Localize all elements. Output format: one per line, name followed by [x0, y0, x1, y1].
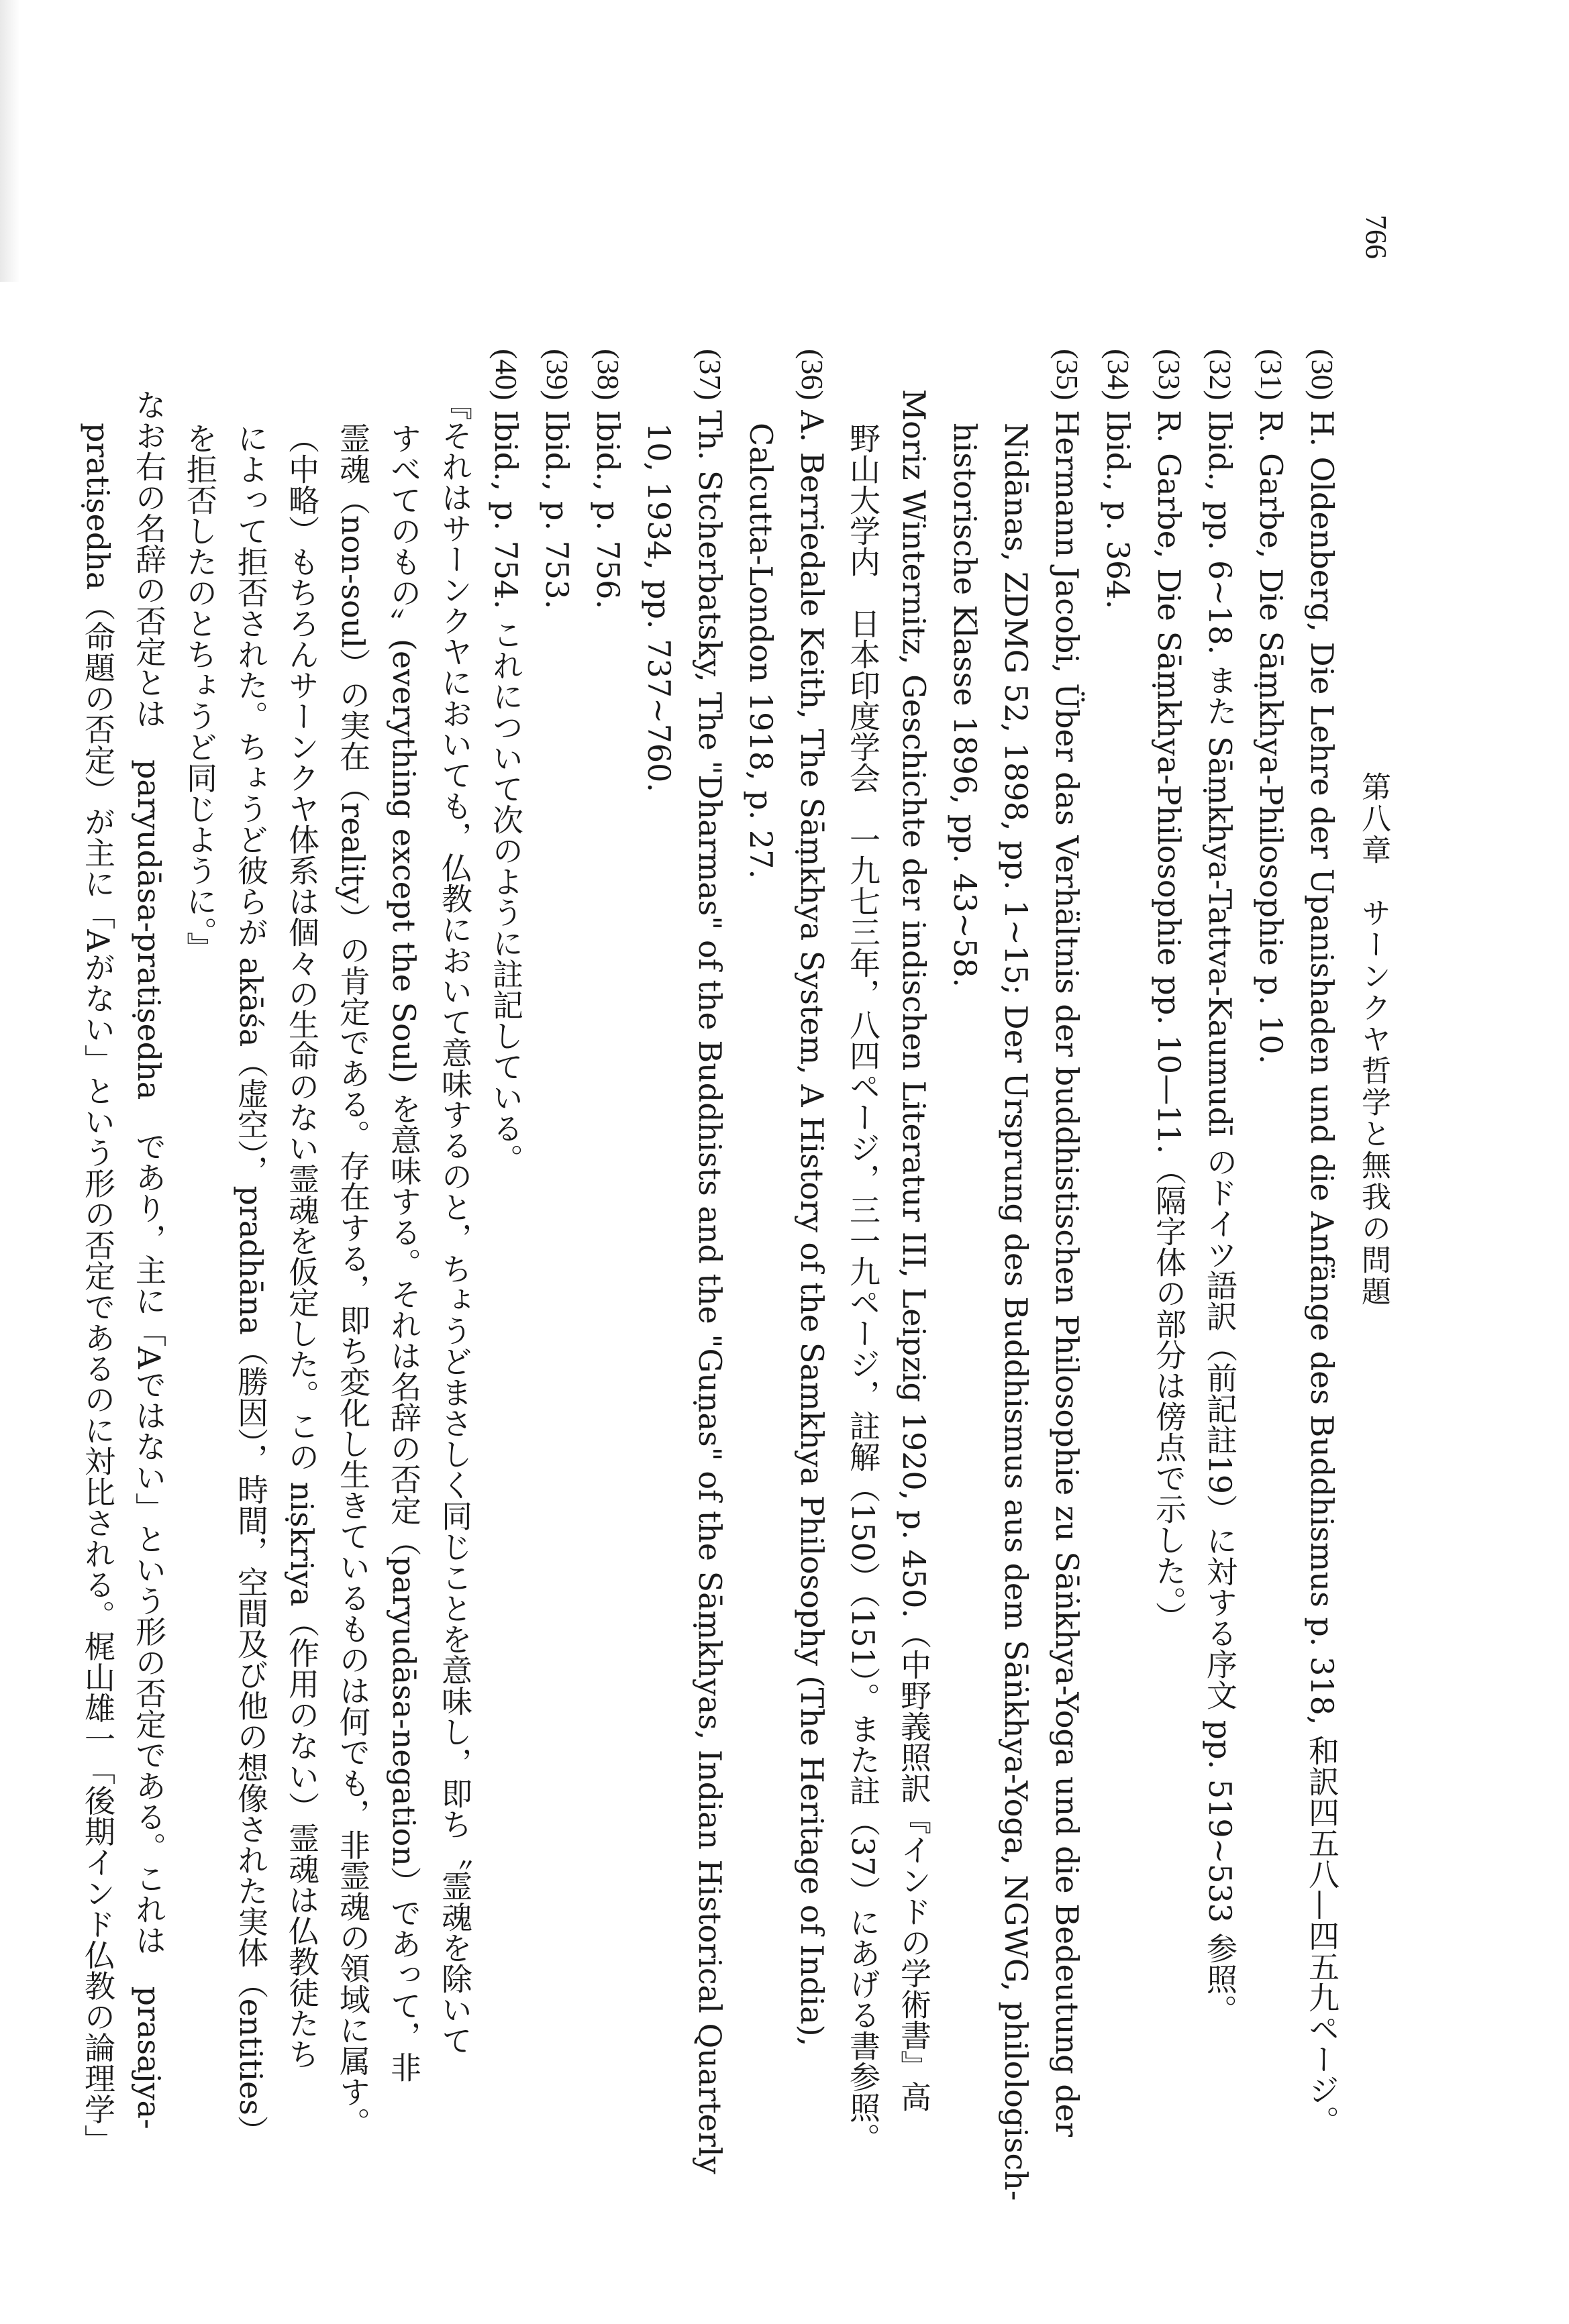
note-36-cont: Calcutta-London 1918, p. 27. [743, 423, 779, 880]
page-number: 766 [1360, 215, 1393, 259]
note-40-quote-3: 霊魂（non-soul）の実在（reality）の肯定である。存在する，即ち変化し生きているものは何でも，非霊魂の領域に属す。 [335, 423, 371, 2138]
note-34: (34) Ibid., p. 364. [1100, 349, 1136, 610]
note-36: (36) A. Berriedale Keith, The Sāṃkhya System, A History of the Samkhya Philosophy (The Heritage of India), [794, 349, 830, 2047]
chapter-title: 第八章 サーンクヤ哲学と無我の問題 [1356, 772, 1390, 1308]
note-40-quote-6: を拒否したのとちょうど同じように。』 [182, 423, 218, 963]
note-40-remark-1: なお右の名辞の否定とは paryudāsa-pratiṣedha であり，主に「Aではない」という形の否定である。これは prasajya- [131, 389, 167, 2129]
note-39: (39) Ibid., p. 753. [539, 349, 575, 610]
note-35-cont-3: Moriz Winternitz, Geschichte der indischen Literatur III, Leipzig 1920, p. 450.（中野義照訳『インドの学術書』高 [896, 389, 932, 2113]
note-37-cont: 10, 1934, pp. 737~760. [641, 423, 677, 792]
note-35: (35) Hermann Jacobi, Über das Verhältnis der buddhistischen Philosophie zu Sāṅkhya-Yoga und die Bedeutung der [1049, 349, 1085, 2137]
footnotes-body [72, 349, 1348, 2201]
note-35-cont-1: Nidānas, ZDMG 52, 1898, pp. 1~15; Der Ursprung des Buddhismus aus dem Sāṅkhya-Yoga, NGWG, philologisch- [998, 423, 1034, 2201]
note-30: (30) H. Oldenberg, Die Lehre der Upanishaden und die Anfänge des Buddhismus p. 318, 和訳四五八—四五九ページ。 [1304, 349, 1340, 2137]
note-40-remark-2: pratiṣedha（命題の否定）が主に「Aがない」という形の否定であるのに対比される。梶山雄一「後期インド仏教の論理学」 [80, 423, 116, 2156]
note-40-quote-4: （中略）もちろんサーンクヤ体系は個々の生命のない霊魂を仮定した。この niṣkriya（作用のない）霊魂は仏教徒たち [284, 423, 320, 2070]
note-40-quote-5: によって拒否された。ちょうど彼らが akāśa（虚空），pradhāna（勝因），時間，空間及び他の想像された実体（entities） [233, 423, 269, 2146]
note-38: (38) Ibid., p. 756. [590, 349, 626, 610]
note-32: (32) Ibid., pp. 6~18. また Sāṃkhya-Tattva-Kaumudī のドイツ語訳（前記註19）に対する序文 pp. 519~533 参照。 [1202, 349, 1238, 2025]
scan-edge-shadow [0, 0, 20, 282]
note-35-cont-2: historische Klasse 1896, pp. 43~58. [947, 423, 983, 988]
note-40: (40) Ibid., p. 754. これについて次のように註記している。 [488, 349, 524, 1175]
note-40-quote-2: すべてのもの〟(everything except the Soul) を意味する。それは名辞の否定（paryudāsa-negation）であって，非 [386, 423, 422, 2082]
note-40-quote-1: 『それはサーンクヤにおいても，仏教において意味するのと，ちょうどまさしく同じことを意味し，即ち〝霊魂を除いて [437, 389, 473, 2056]
note-37: (37) Th. Stcherbatsky, The "Dharmas" of the Buddhists and the "Guṇas" of the Sāṃkhyas, Indian Historical Quarterly [692, 349, 728, 2174]
note-33: (33) R. Garbe, Die Sāṃkhya-Philosophie pp. 10—11.（隔字体の部分は傍点で示した。） [1151, 349, 1187, 1633]
note-35-cont-4: 野山大学内 日本印度学会 一九七三年，八四ページ，三一九ページ，註解（150）（151）。また註（37）にあげる書参照。 [845, 423, 881, 2154]
note-31: (31) R. Garbe, Die Sāṃkhya-Philosophie p. 10. [1253, 349, 1289, 1065]
